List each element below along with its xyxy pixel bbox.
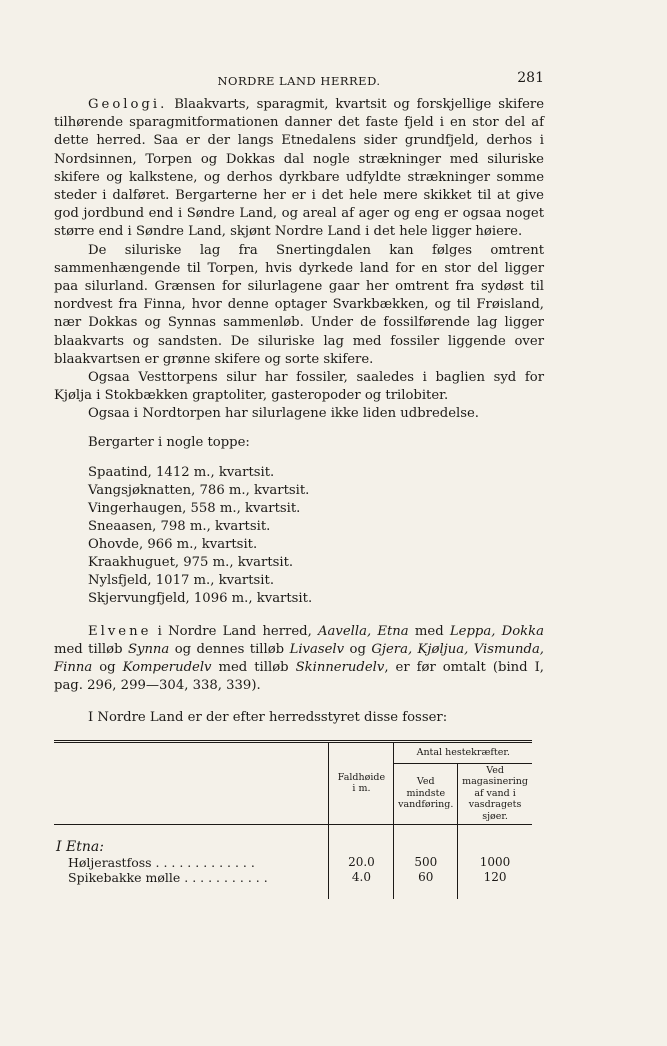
- text-run: og: [92, 660, 123, 676]
- horsepower-header: Antal hestekræfter.: [394, 741, 532, 763]
- elvene-heading: Elvene: [88, 623, 152, 639]
- fall-height-header: Faldhøide i m.: [329, 741, 394, 824]
- page-header: [54, 70, 544, 96]
- text-run: og dennes tilløb: [169, 641, 290, 657]
- min-flow-value: 500: [394, 855, 458, 870]
- regulated-value: 1000: [458, 855, 532, 870]
- height-line: Spaatind, 1412 m., kvartsit.: [88, 464, 275, 480]
- fosser-intro: I Nordre Land er der efter herredsstyret disse fosser:: [88, 710, 448, 726]
- river-names: Synna: [127, 641, 170, 657]
- geologi-paragraph: [54, 96, 544, 242]
- running-title: NORDRE LAND HERRED.: [217, 74, 381, 88]
- height-line: Skjervungfjeld, 1096 m., kvartsit.: [88, 590, 313, 606]
- text-run: med tilløb: [54, 641, 128, 657]
- geologi-heading: Geologi.: [88, 97, 168, 112]
- fall-name: Høljerastfoss: [68, 854, 152, 870]
- river-names: Skinnerudelv: [295, 660, 385, 676]
- height-line: Nylsfjeld, 1017 m., kvartsit.: [88, 572, 275, 588]
- min-flow-value: 60: [394, 870, 458, 885]
- vesttorpen-paragraph: Ogsaa Vesttorpens silur har fossiler, saaledes i baglien syd for Kjølja i Stokbækken graptoliter, gasteropoder og trilobiter.: [54, 370, 544, 404]
- heights-intro: Bergarter i nogle toppe:: [88, 434, 250, 450]
- height-line: Sneaasen, 798 m., kvartsit.: [88, 518, 271, 534]
- min-flow-header: Ved mindste vandføring.: [394, 763, 458, 824]
- river-names: Gjera, Kjøljua, Vismunda, Finna: [54, 641, 544, 676]
- waterfall-table: [54, 740, 532, 899]
- height-line: Vangsjøknatten, 786 m., kvartsit.: [88, 482, 310, 498]
- river-names: Aavella, Etna: [318, 623, 409, 639]
- river-names: Komperudelv: [122, 660, 212, 676]
- fall-height: 4.0: [329, 870, 394, 885]
- river-names: Livaselv: [289, 641, 345, 657]
- page: [54, 70, 544, 899]
- name-column-header: [54, 741, 329, 824]
- table-row: Høljerastfoss . . . . . . . . . . . . .: [68, 854, 255, 870]
- height-line: Ohovde, 966 m., kvartsit.: [88, 536, 258, 552]
- regulated-header: Ved magasinering af vand i vasdragets sjøer.: [458, 763, 532, 824]
- text-run: , er før omtalt (bind I, pag. 296, 299—304, 338, 339).: [54, 660, 544, 694]
- height-line: Vingerhaugen, 558 m., kvartsit.: [88, 500, 301, 516]
- heights-list: [88, 434, 544, 608]
- text-run: i Nordre Land herred,: [151, 623, 319, 639]
- elvene-paragraph: [54, 623, 544, 696]
- text-run: med: [408, 623, 450, 639]
- silur-paragraph: De siluriske lag fra Snertingdalen kan følges omtrent sammenhængende til Torpen, hvis dyrkede land for en stor del ligger paa silurland. Grænsen for silurlagene gaar her omtrent fra sydøst til nordvest fra Finna, hvor denne optager Svarkbækken, og til Frøisland, nær Dokkas og Synnas sammenløb. Under de fossilførende lag ligger blaakvarts og sandsten. De siluriske lag med fossiler liggende over blaakvartsen er grønne skifere og sorte skifere.: [54, 242, 544, 367]
- page-number: 281: [517, 70, 544, 86]
- text-run: med tilløb: [211, 660, 296, 676]
- table-row: Spikebakke mølle . . . . . . . . . . .: [68, 869, 268, 885]
- nordtorpen-paragraph: Ogsaa i Nordtorpen har silurlagene ikke liden udbredelse.: [88, 406, 479, 422]
- river-names: Leppa, Dokka: [449, 623, 544, 639]
- height-line: Kraakhuguet, 975 m., kvartsit.: [88, 554, 294, 570]
- fall-height: 20.0: [329, 855, 394, 870]
- geologi-text: Blaakvarts, sparagmit, kvartsit og forskjellige skifere tilhørende sparagmitformationen danner det faste fjeld i en stor del af dette herred. Saa er der langs Etnedalens sider grundfjeld, derhos i Nordsinnen, Torpen og Dokkas dal nogle strækninger med siluriske skifere og kalkstene, og derhos dyrkbare udfyldte strækninger somme steder i dalføret. Bergarterne her er i det hele mere skikket til at give god jordbund end i Søndre Land, og areal af ager og eng er ogsaa noget større end i Søndre Land, skjønt Nordre Land i det hele ligger høiere.: [54, 97, 544, 240]
- fall-name: Spikebakke mølle: [68, 869, 181, 885]
- regulated-value: 120: [458, 870, 532, 885]
- text-run: og: [344, 641, 372, 657]
- section-label: I Etna:: [56, 838, 104, 855]
